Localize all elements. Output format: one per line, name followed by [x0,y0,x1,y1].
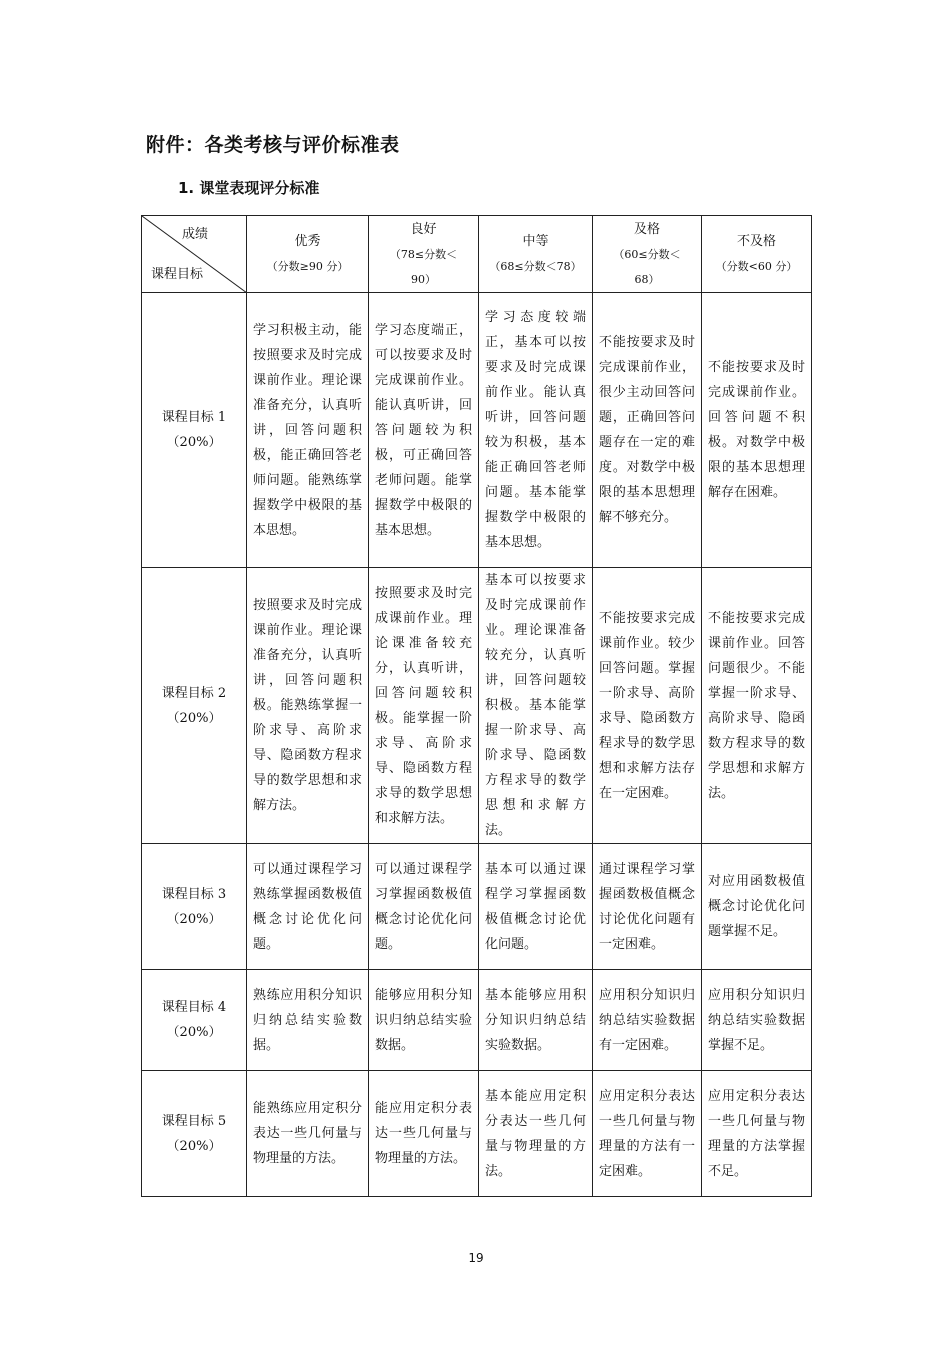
document-title: 附件：各类考核与评价标准表 [146,134,400,156]
header-range: （68≤分数＜78） [489,260,582,273]
header-label: 良好 [410,221,437,237]
table-row [142,844,812,970]
corner-grade-label: 成绩 [181,227,208,242]
course-target-label: 课程目标 1 [161,410,227,425]
criteria-cell: 基本能够应用积分知识归纳总结实验数据。 [479,970,593,1071]
criteria-cell: 基本可以通过课程学习掌握函数极值概念讨论优化问题。 [479,844,593,970]
criteria-cell: 按照要求及时完成课前作业。理论课准备较充分，认真听讲，回答问题较积极。能掌握一阶求导、高阶求导、隐函数方程求导的数学思想和求解方法。 [369,568,479,844]
header-label: 中等 [522,234,549,249]
corner-header-cell [142,216,247,293]
course-target-cell [142,1071,247,1197]
header-range: （78≤分数＜90） [389,247,458,286]
criteria-cell: 不能按要求及时完成课前作业，很少主动回答问题，正确回答问题存在一定的难度。对数学中极限的基本思想理解不够充分。 [593,293,702,568]
header-row [142,216,812,293]
grading-rubric-table [141,215,812,1197]
criteria-cell: 不能按要求完成课前作业。回答问题很少。不能掌握一阶求导、高阶求导、隐函数方程求导的数学思想和求解方法。 [702,568,812,844]
criteria-cell: 能应用定积分表达一些几何量与物理量的方法。 [369,1071,479,1197]
criteria-cell: 能够应用积分知识归纳总结实验数据。 [369,970,479,1071]
header-label: 及格 [633,221,660,237]
criteria-cell: 对应用函数极值概念讨论优化问题掌握不足。 [702,844,812,970]
page-number: 19 [468,1251,484,1265]
criteria-cell: 学习积极主动，能按照要求及时完成课前作业。理论课准备充分，认真听讲，回答问题积极，能正确回答老师问题。能熟练掌握数学中极限的基本思想。 [247,293,369,568]
header-label: 不及格 [736,234,776,249]
table-row [142,1071,812,1197]
course-target-label: 课程目标 3 [161,886,227,902]
header-range: （分数<60 分） [715,260,798,273]
course-target-cell [142,970,247,1071]
criteria-cell: 不能按要求及时完成课前作业。回答问题不积极。对数学中极限的基本思想理解存在困难。 [702,293,812,568]
criteria-cell: 基本可以按要求及时完成课前作业。理论课准备较充分，认真听讲，回答问题较积极。基本能掌握一阶求导、高阶求导、隐函数方程求导的数学思想和求解方法。 [479,568,593,844]
course-target-weight: （20%） [166,435,222,450]
criteria-cell: 能熟练应用定积分表达一些几何量与物理量的方法。 [247,1071,369,1197]
header-excellent [247,216,369,293]
header-medium [479,216,593,293]
criteria-cell: 通过课程学习掌握函数极值概念讨论优化问题有一定困难。 [593,844,702,970]
header-good [369,216,479,293]
criteria-cell: 学习态度较端正，基本可以按要求及时完成课前作业。能认真听讲，回答问题较为积极，基本能正确回答老师问题。基本能掌握数学中极限的基本思想。 [479,293,593,568]
course-target-label: 课程目标 5 [161,1113,227,1129]
criteria-cell: 应用定积分表达一些几何量与物理量的方法有一定困难。 [593,1071,702,1197]
header-range: （60≤分数＜68） [613,247,681,286]
criteria-cell: 应用定积分表达一些几何量与物理量的方法掌握不足。 [702,1071,812,1197]
criteria-cell: 学习态度端正，可以按要求及时完成课前作业。能认真听讲，回答问题较为积极，可正确回答老师问题。能掌握数学中极限的基本思想。 [369,293,479,568]
criteria-cell: 可以通过课程学习掌握函数极值概念讨论优化问题。 [369,844,479,970]
criteria-cell: 不能按要求完成课前作业。较少回答问题。掌握一阶求导、高阶求导、隐函数方程求导的数学思想和求解方法存在一定困难。 [593,568,702,844]
course-target-label: 课程目标 4 [161,1000,227,1015]
header-fail [702,216,812,293]
table-row [142,568,812,844]
course-target-cell [142,568,247,844]
table-row [142,293,812,568]
header-label: 优秀 [294,234,321,249]
course-target-weight: （20%） [166,911,222,927]
section-title: 1. 课堂表现评分标准 [178,179,320,197]
course-target-weight: （20%） [166,1025,222,1040]
criteria-cell: 熟练应用积分知识归纳总结实验数据。 [247,970,369,1071]
course-target-weight: （20%） [166,710,222,726]
criteria-cell: 应用积分知识归纳总结实验数据有一定困难。 [593,970,702,1071]
criteria-cell: 基本能应用定积分表达一些几何量与物理量的方法。 [479,1071,593,1197]
course-target-weight: （20%） [166,1138,222,1154]
table-row [142,970,812,1071]
criteria-cell: 应用积分知识归纳总结实验数据掌握不足。 [702,970,812,1071]
course-target-cell [142,844,247,970]
corner-target-label: 课程目标 [151,267,204,282]
course-target-cell [142,293,247,568]
header-pass [593,216,702,293]
course-target-label: 课程目标 2 [161,685,227,701]
criteria-cell: 可以通过课程学习熟练掌握函数极值概念讨论优化问题。 [247,844,369,970]
criteria-cell: 按照要求及时完成课前作业。理论课准备充分，认真听讲，回答问题积极。能熟练掌握一阶求导、高阶求导、隐函数方程求导的数学思想和求解方法。 [247,568,369,844]
header-range: （分数≥90 分） [266,260,349,273]
